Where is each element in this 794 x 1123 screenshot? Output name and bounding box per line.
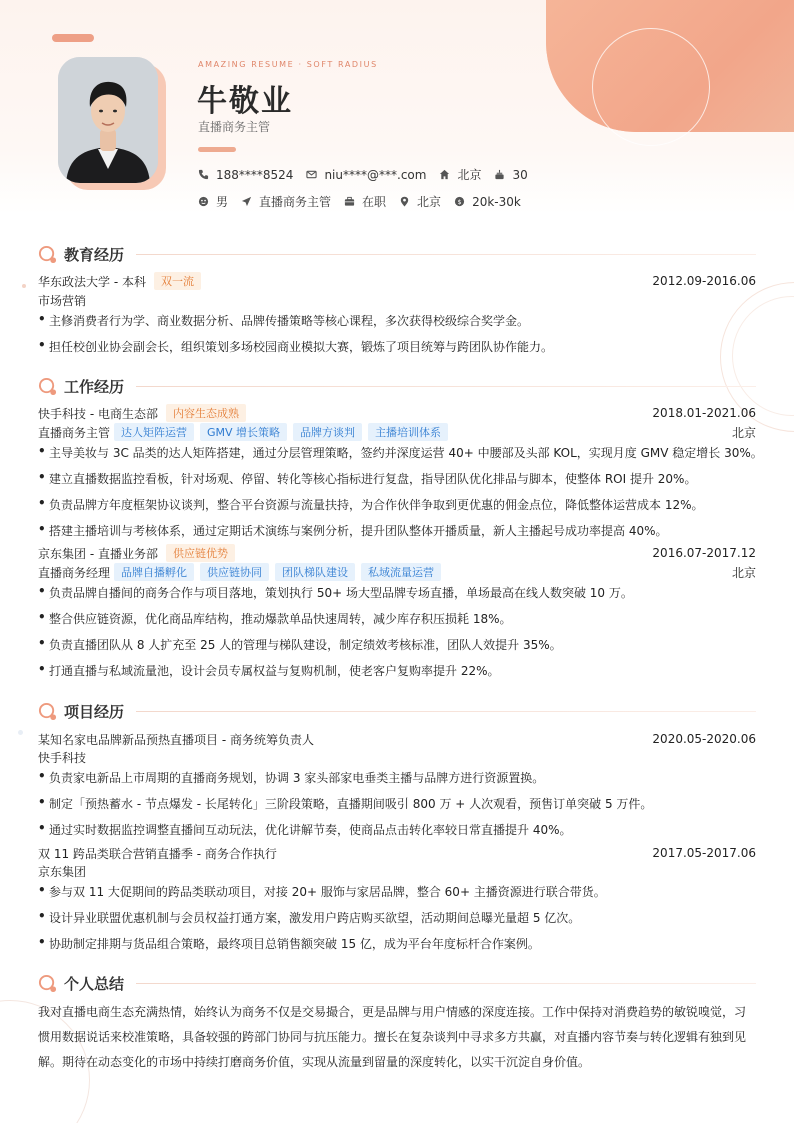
- bullet-text: 负责品牌方年度框架协议谈判，整合平台资源与流量扶持，为合作伙伴争取到更优惠的佣金点位，降低整体运营成本 12%。: [49, 498, 704, 512]
- company-name: 快手科技 - 电商生态部: [38, 406, 158, 421]
- job-date: 2018.01-2021.06: [652, 406, 756, 420]
- briefcase-icon: [344, 196, 355, 207]
- summary-line: 我对直播电商生态充满热情，始终认为商务不仅是交易撮合，更是品牌与用户情感的深度连接。工作中保持对消费趋势的敏锐嗅觉，习: [38, 1005, 747, 1019]
- company-badge: 内容生态成熟: [166, 404, 246, 422]
- school-name: 华东政法大学 - 本科: [38, 274, 146, 289]
- major-row: [38, 292, 756, 308]
- section-title: 工作经历: [64, 377, 125, 396]
- bullet-text: 搭建主播培训与考核体系，通过定期话术演练与案例分析，提升团队整体开播质量，新人主播起号成功率提高 40%。: [49, 524, 668, 538]
- list-item: • 搭建主播培训与考核体系，通过定期话术演练与案例分析，提升团队整体开播质量，新人主播起号成功率提高 40%。: [38, 522, 668, 538]
- job-position-row: [38, 424, 756, 440]
- bullet-text: 打通直播与私域流量池，设计会员专属权益与复购机制，使老客户复购率提升 22%。: [49, 664, 500, 678]
- section-search-icon: [38, 377, 57, 396]
- summary-line: 解。期待在动态变化的市场中持续打磨商务价值，实现从流量到留量的深度转化，以实干沉淀自身价值。: [38, 1055, 591, 1069]
- email-text: niu****@***.com: [324, 167, 427, 182]
- project-entry: [38, 845, 756, 861]
- section-search-icon: [38, 245, 57, 264]
- list-item: • 制定「预热蓄水 - 节点爆发 - 长尾转化」三阶段策略，直播期间吸引 800 万 + 人次观看，预售订单突破 5 万件。: [38, 795, 653, 811]
- summary-line: 惯用数据说话来校准策略，具备较强的跨部门协同与抗压能力。擅长在复杂谈判中寻求多方共赢，对直播内容节奏与转化逻辑有独到见: [38, 1030, 747, 1044]
- salary-icon: [454, 196, 465, 207]
- bullet-text: 负责直播团队从 8 人扩充至 25 人的管理与梯队建设，制定绩效考核标准，团队人效提升 35%。: [49, 638, 562, 652]
- list-item: • 负责品牌方年度框架协议谈判，整合平台资源与流量扶持，为合作伙伴争取到更优惠的佣金点位，降低整体运营成本 12%。: [38, 496, 704, 512]
- bullet-text: 通过实时数据监控调整直播间互动玩法，优化讲解节奏，使商品点击转化率较日常直播提升 40%。: [49, 823, 572, 837]
- contact-info-row: [198, 166, 541, 183]
- skill-tag: GMV 增长策略: [200, 423, 287, 441]
- salary-item: [454, 195, 521, 209]
- project-org-row: [38, 863, 756, 879]
- job-date: 2016.07-2017.12: [652, 546, 756, 560]
- gender-icon: [198, 196, 209, 207]
- phone-item: [198, 168, 293, 182]
- section-divider: [136, 711, 756, 712]
- candidate-name: 牛敬业: [197, 84, 293, 119]
- job-position: 直播商务经理: [38, 565, 111, 580]
- project-section-header: [38, 700, 756, 722]
- section-divider: [136, 254, 756, 255]
- dot-decoration: [18, 730, 23, 735]
- project-name: 双 11 跨品类联合营销直播季 - 商务合作执行: [38, 846, 277, 861]
- bullet-text: 整合供应链资源，优化商品库结构，推动爆款单品快速周转，减少库存积压损耗 18%。: [49, 612, 512, 626]
- job-info-row: [198, 193, 534, 210]
- job-entry: [38, 545, 756, 561]
- age-icon: [494, 169, 505, 180]
- education-section-header: [38, 243, 756, 265]
- target-role-item: [241, 193, 331, 210]
- bullet-text: 担任校创业协会副会长，组织策划多场校园商业模拟大赛，锻炼了项目统筹与跨团队协作能力。: [49, 340, 554, 354]
- section-divider: [136, 386, 756, 387]
- project-entry: [38, 731, 756, 747]
- bullet-text: 主导美妆与 3C 品类的达人矩阵搭建，通过分层管理策略，签约并深度运营 40+ 中腰部及头部 KOL，实现月度 GMV 稳定增长 30%。: [49, 446, 763, 460]
- bullet-text: 协助制定排期与货品组合策略，最终项目总销售额突破 15 亿，成为平台年度标杆合作案例。: [49, 937, 540, 951]
- summary-section-header: [38, 972, 756, 994]
- project-org-row: [38, 749, 756, 765]
- job-position-row: [38, 564, 756, 580]
- target-role-text: 直播商务主管: [259, 195, 332, 209]
- list-item: • 负责家电新品上市周期的直播商务规划，协调 3 家头部家电垂类主播与品牌方进行资源置换。: [38, 769, 545, 785]
- job-city: 北京: [731, 425, 756, 440]
- bullet-text: 建立直播数据监控看板，针对场观、停留、转化等核心指标进行复盘，指导团队优化排品与脚本，使整体 ROI 提升 20%。: [49, 472, 697, 486]
- company-name: 京东集团 - 直播业务部: [38, 546, 158, 561]
- portrait-photo: [58, 57, 158, 183]
- bullet-text: 制定「预热蓄水 - 节点爆发 - 长尾转化」三阶段策略，直播期间吸引 800 万 + 人次观看，预售订单突破 5 万件。: [49, 797, 653, 811]
- list-item: • 整合供应链资源，优化商品库结构，推动爆款单品快速周转，减少库存积压损耗 18%。: [38, 610, 512, 626]
- list-item: • 参与双 11 大促期间的跨品类联动项目，对接 20+ 服饰与家居品牌，整合 60+ 主播资源进行联合带货。: [38, 883, 606, 899]
- list-item: • 主修消费者行为学、商业数据分析、品牌传播策略等核心课程，多次获得校级综合奖学金。: [38, 312, 530, 328]
- location-item: [399, 193, 441, 210]
- header-ring-decoration: [592, 28, 710, 146]
- section-divider: [136, 983, 756, 984]
- section-title: 个人总结: [64, 974, 125, 993]
- education-date: 2012.09-2016.06: [652, 274, 756, 288]
- section-search-icon: [38, 702, 57, 721]
- gender-text: 男: [216, 195, 229, 209]
- status-text: 在职: [362, 195, 387, 209]
- skill-tag: 私域流量运营: [361, 563, 441, 581]
- job-city: 北京: [731, 565, 756, 580]
- section-title: 教育经历: [64, 245, 125, 264]
- resume-tagline: AMAZING RESUME · SOFT RADIUS: [198, 60, 378, 69]
- accent-pill: [52, 34, 94, 42]
- work-section-header: [38, 375, 756, 397]
- skill-tag: 品牌方谈判: [293, 423, 362, 441]
- bullet-text: 参与双 11 大促期间的跨品类联动项目，对接 20+ 服饰与家居品牌，整合 60+ 主播资源进行联合带货。: [49, 885, 606, 899]
- section-title: 项目经历: [64, 702, 125, 721]
- gender-item: [198, 193, 228, 210]
- send-icon: [241, 196, 252, 207]
- bullet-text: 负责家电新品上市周期的直播商务规划，协调 3 家头部家电垂类主播与品牌方进行资源置换。: [49, 771, 545, 785]
- skill-tag: 品牌自播孵化: [114, 563, 194, 581]
- phone-icon: [198, 169, 209, 180]
- summary-paragraph: [38, 1000, 756, 1075]
- skill-tag: 达人矩阵运营: [114, 423, 194, 441]
- list-item: • 主导美妆与 3C 品类的达人矩阵搭建，通过分层管理策略，签约并深度运营 40+ 中腰部及头部 KOL，实现月度 GMV 稳定增长 30%。: [38, 444, 763, 460]
- bullet-text: 负责品牌自播间的商务合作与项目落地，策划执行 50+ 场大型品牌专场直播，单场最高在线人数突破 10 万。: [49, 586, 633, 600]
- company-badge: 供应链优势: [166, 544, 235, 562]
- email-item: [306, 168, 426, 182]
- list-item: • 打通直播与私域流量池，设计会员专属权益与复购机制，使老客户复购率提升 22%。: [38, 662, 500, 678]
- list-item: • 负责直播团队从 8 人扩充至 25 人的管理与梯队建设，制定绩效考核标准，团队人效提升 35%。: [38, 636, 562, 652]
- accent-bar: [198, 147, 236, 152]
- job-entry: [38, 405, 756, 421]
- salary-text: 20k-30k: [472, 194, 521, 209]
- list-item: • 通过实时数据监控调整直播间互动玩法，优化讲解节奏，使商品点击转化率较日常直播提升 40%。: [38, 821, 572, 837]
- home-icon: [439, 169, 450, 180]
- skill-tag: 主播培训体系: [368, 423, 448, 441]
- hometown-text: 北京: [457, 168, 482, 182]
- skill-tag: 团队梯队建设: [275, 563, 355, 581]
- bullet-text: 设计异业联盟优惠机制与会员权益打通方案，激发用户跨店购买欲望，活动期间总曝光量超 5 亿次。: [49, 911, 581, 925]
- hometown-item: [439, 166, 481, 183]
- avatar: [58, 57, 158, 183]
- phone-text: 188****8524: [216, 167, 294, 182]
- location-text: 北京: [417, 195, 442, 209]
- project-date: 2017.05-2017.06: [652, 846, 756, 860]
- job-position: 直播商务主管: [38, 425, 111, 440]
- project-org: 京东集团: [38, 864, 87, 879]
- status-item: [344, 193, 386, 210]
- major: 市场营销: [38, 293, 87, 308]
- skill-tag: 供应链协同: [200, 563, 269, 581]
- age-item: [494, 168, 527, 182]
- list-item: • 负责品牌自播间的商务合作与项目落地，策划执行 50+ 场大型品牌专场直播，单场最高在线人数突破 10 万。: [38, 584, 633, 600]
- mail-icon: [306, 169, 317, 180]
- list-item: • 担任校创业协会副会长，组织策划多场校园商业模拟大赛，锻炼了项目统筹与跨团队协作能力。: [38, 338, 554, 354]
- list-item: • 协助制定排期与货品组合策略，最终项目总销售额突破 15 亿，成为平台年度标杆合作案例。: [38, 935, 540, 951]
- section-search-icon: [38, 974, 57, 993]
- education-entry: [38, 273, 756, 289]
- project-name: 某知名家电品牌新品预热直播项目 - 商务统筹负责人: [38, 732, 314, 747]
- age-text: 30: [512, 167, 528, 182]
- candidate-role: 直播商务主管: [198, 120, 271, 134]
- project-org: 快手科技: [38, 750, 87, 765]
- svg-text:$: $: [457, 197, 462, 206]
- location-pin-icon: [399, 196, 410, 207]
- list-item: • 建立直播数据监控看板，针对场观、停留、转化等核心指标进行复盘，指导团队优化排品与脚本，使整体 ROI 提升 20%。: [38, 470, 697, 486]
- list-item: • 设计异业联盟优惠机制与会员权益打通方案，激发用户跨店购买欲望，活动期间总曝光量超 5 亿次。: [38, 909, 581, 925]
- bullet-text: 主修消费者行为学、商业数据分析、品牌传播策略等核心课程，多次获得校级综合奖学金。: [49, 314, 530, 328]
- dot-decoration: [22, 284, 26, 288]
- school-badge: 双一流: [154, 272, 201, 290]
- project-date: 2020.05-2020.06: [652, 732, 756, 746]
